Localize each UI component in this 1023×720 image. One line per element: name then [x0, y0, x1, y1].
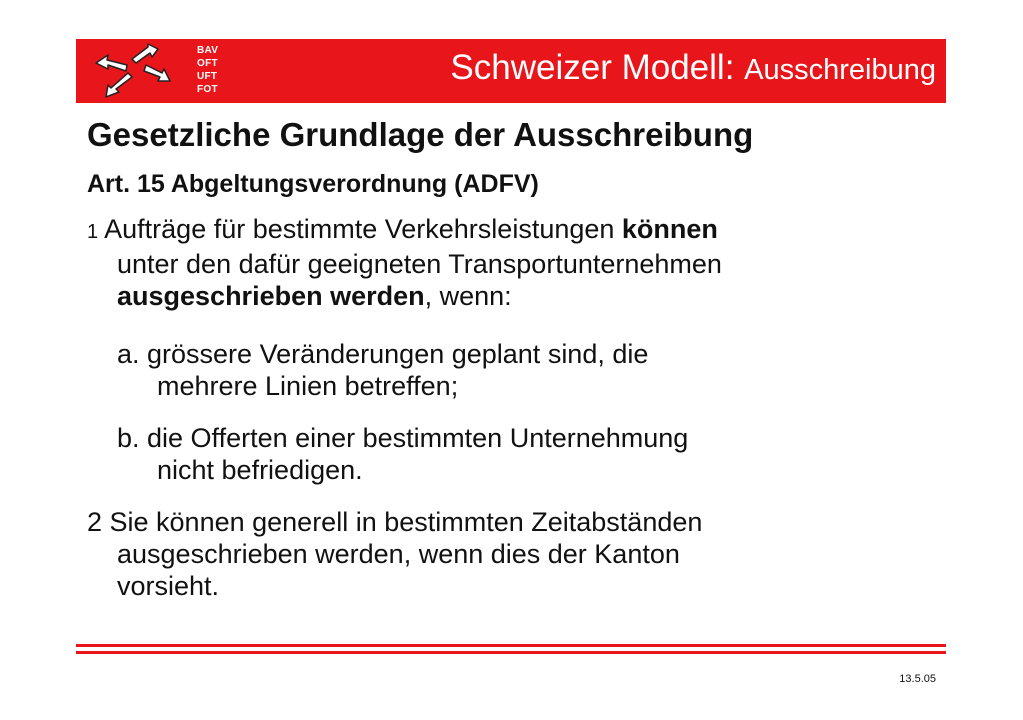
text-run: , wenn:: [424, 281, 512, 311]
agency-line: BAV: [197, 45, 219, 56]
page-heading: Gesetzliche Grundlage der Ausschreibung: [87, 116, 754, 153]
article-reference: Art. 15 Abgeltungsverordnung (ADFV): [87, 170, 539, 198]
list-item-b-line-1: b. die Offerten einer bestimmten Unternehmung: [117, 423, 689, 453]
arrows-logo-icon: [90, 43, 190, 101]
agency-line: FOT: [197, 84, 218, 95]
agency-line: UFT: [197, 71, 218, 82]
paragraph-1-line-3: [87, 280, 722, 312]
paragraph-number: 1: [87, 221, 99, 243]
paragraph-2-line-1: 2 Sie können generell in bestimmten Zeitabständen: [87, 507, 703, 537]
list-item-a-line-1: a. grössere Veränderungen geplant sind, die: [117, 339, 649, 369]
paragraph-1: [87, 213, 722, 312]
list-item-a: [117, 338, 648, 402]
emphasis-text: ausgeschrieben werden: [117, 281, 425, 311]
slide-title-sub: Ausschreibung: [744, 54, 936, 86]
header-bar: [76, 39, 946, 103]
list-item-b: [117, 422, 688, 486]
footer-divider: [76, 651, 946, 654]
list-item-b-line-2: nicht befriedigen.: [157, 455, 363, 485]
paragraph-2: [87, 506, 702, 602]
paragraph-2-line-2: ausgeschrieben werden, wenn dies der Kanton: [117, 539, 680, 569]
slide-title-main: Schweizer Modell:: [450, 48, 735, 87]
paragraph-1-line-1: [87, 213, 722, 248]
list-item-a-line-2: mehrere Linien betreffen;: [157, 371, 459, 401]
footer-divider: [76, 644, 946, 647]
slide-title: [450, 45, 936, 93]
paragraph-2-line-3: vorsieht.: [117, 571, 220, 601]
paragraph-1-line-2: unter den dafür geeigneten Transportunternehmen: [117, 249, 722, 279]
emphasis-text: können: [621, 214, 718, 244]
footer-date: 13.5.05: [899, 673, 936, 685]
text-run: Aufträge für bestimmte Verkehrsleistungen: [98, 214, 622, 244]
agency-line: OFT: [197, 58, 218, 69]
agency-abbreviations: [197, 44, 218, 96]
